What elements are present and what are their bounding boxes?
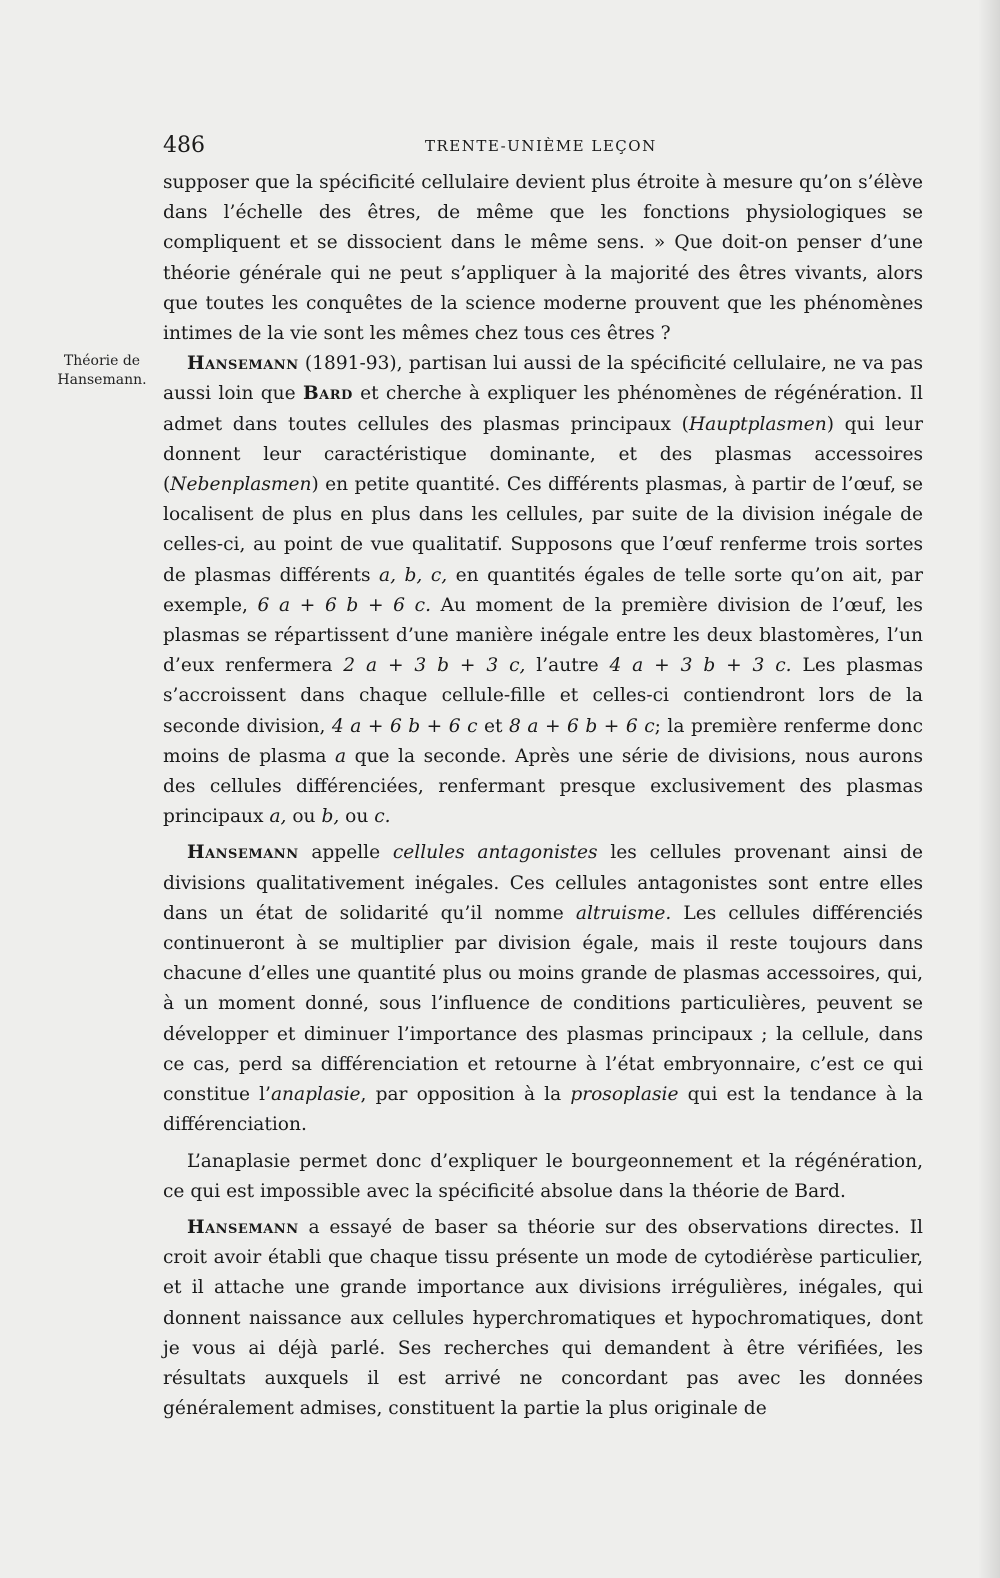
- formula: 4 a + 3 b + 3 c.: [609, 655, 792, 677]
- term: anaplasie: [270, 1084, 361, 1106]
- running-head: [163, 133, 923, 163]
- text-run: ou: [339, 806, 375, 828]
- term: cellules antagonistes: [392, 842, 598, 864]
- term: altruisme.: [575, 902, 672, 924]
- formula: 8 a + 6 b + 6 c: [509, 715, 655, 737]
- author-name: Hansemann: [187, 842, 299, 864]
- formula: 2 a + 3 b + 3 c,: [343, 655, 526, 677]
- text-run: et: [477, 715, 510, 737]
- formula: a,: [269, 806, 287, 828]
- formula: a: [334, 745, 347, 767]
- formula: b,: [321, 806, 340, 828]
- text-run: ) en petite quantité. Ces différents plasmas, à partir de l’œuf, se localisent de plus en plus dans les cellules, par suite de la division inégale de celles-ci, au point de vue qualitatif. Supposons que l’œuf renferme trois sortes de plasmas différents: [163, 474, 923, 586]
- paragraph-4: L’anaplasie permet donc d’expliquer le bourgeonnement et la régénération, ce qui est impossible avec la spécificité absolue dans la théorie de Bard.: [163, 1150, 923, 1202]
- formula: 6 a + 6 b + 6 c.: [257, 594, 431, 616]
- formula: c.: [374, 806, 391, 828]
- formula: a, b, c,: [379, 564, 448, 586]
- text-run: (1891-93), partisan lui aussi de la spécificité cellulaire, ne va pas aussi loin que: [163, 353, 923, 405]
- text-run: Les plasmas s’accroissent dans chaque cellule-fille et celles-ci contiendront lors de la seconde division,: [163, 655, 923, 737]
- paragraph-2: [163, 349, 923, 832]
- paragraph-3: [163, 838, 923, 1140]
- paragraph-1: supposer que la spécificité cellulaire devient plus étroite à mesure qu’on s’élève dans l’échelle des êtres, de même que les fonctions physiologiques se compliquent et se dissocient dans le même sens. » Que doit-on penser d’une théorie générale qui ne peut s’appliquer à la majorité des êtres vivants, alors que toutes les conquêtes de la science moderne prouvent que les phénomènes intimes de la vie sont les mêmes chez tous ces êtres ?: [163, 172, 923, 345]
- body-text: [163, 168, 923, 1424]
- term: Hauptplasmen: [688, 413, 827, 435]
- text-run: Au moment de la première division de l’œuf, les plasmas se répartissent d’une manière inégale entre les deux blastomères, l’un d’eux renfermera: [163, 594, 923, 677]
- text-run: l’autre: [525, 655, 610, 677]
- author-name: Bard: [302, 383, 353, 405]
- term: Nebenplasmen: [170, 474, 312, 496]
- text-run: , par opposition à la: [360, 1084, 571, 1106]
- paragraph-5: [163, 1213, 923, 1424]
- chapter-title: TRENTE-UNIÈME LEÇON: [425, 137, 657, 155]
- text-run: ) qui leur donnent leur caractéristique dominante, et des plasmas accessoires (: [163, 413, 923, 496]
- author-name: Hansemann: [187, 353, 299, 375]
- text-run: et cherche à expliquer les phénomènes de régénération. Il admet dans toutes cellules des plasmas principaux (: [163, 383, 923, 435]
- text-run: les cellules provenant ainsi de divisions qualitativement inégales. Ces cellules antagonistes sont entre elles dans un état de solidarité qu’il nomme: [163, 842, 923, 924]
- page-edge-shadow: [978, 0, 1000, 1578]
- author-name: Hansemann: [187, 1216, 299, 1238]
- text-run: ; la première renferme donc moins de plasma: [163, 715, 923, 767]
- margin-note-line: Théorie de: [63, 353, 141, 369]
- margin-note-line: Hansemann.: [57, 372, 147, 388]
- margin-note: [52, 352, 152, 390]
- text-run: qui est la tendance à la différenciation.: [163, 1084, 923, 1136]
- text-run: en quantités égales de telle sorte qu’on ait, par exemple,: [163, 564, 923, 616]
- formula: 4 a + 6 b + 6 c: [331, 715, 478, 737]
- page-number: 486: [163, 133, 205, 158]
- text-run: ou: [286, 806, 322, 828]
- text-run: que la seconde. Après une série de divisions, nous aurons des cellules différenciées, renfermant presque exclusivement des plasmas principaux: [163, 745, 923, 828]
- text-run: a essayé de baser sa théorie sur des observations directes. Il croit avoir établi que chaque tissu présente un mode de cytodiérèse particulier, et il attache une grande importance aux divisions irrégulières, inégales, qui donnent naissance aux cellules hyperchromatiques et hypochromatiques, dont je vous ai déjà parlé. Ses recherches qui demandent à être vérifiées, les résultats auxquels il est arrivé ne concordant pas avec les données généralement admises, constituent la partie la plus originale de: [163, 1216, 923, 1420]
- term: prosoplasie: [570, 1084, 679, 1106]
- text-run: Les cellules différenciés continueront à se multiplier par division égale, mais il reste toujours dans chacune d’elles une quantité plus ou moins grande de plasmas accessoires, qui, à un moment donné, sous l’influence de conditions particulières, peuvent se développer et diminuer l’importance des plasmas principaux ; la cellule, dans ce cas, perd sa différenciation et retourne à l’état embryonnaire, c’est ce qui constitue l’: [163, 902, 923, 1106]
- text-run: appelle: [298, 842, 393, 864]
